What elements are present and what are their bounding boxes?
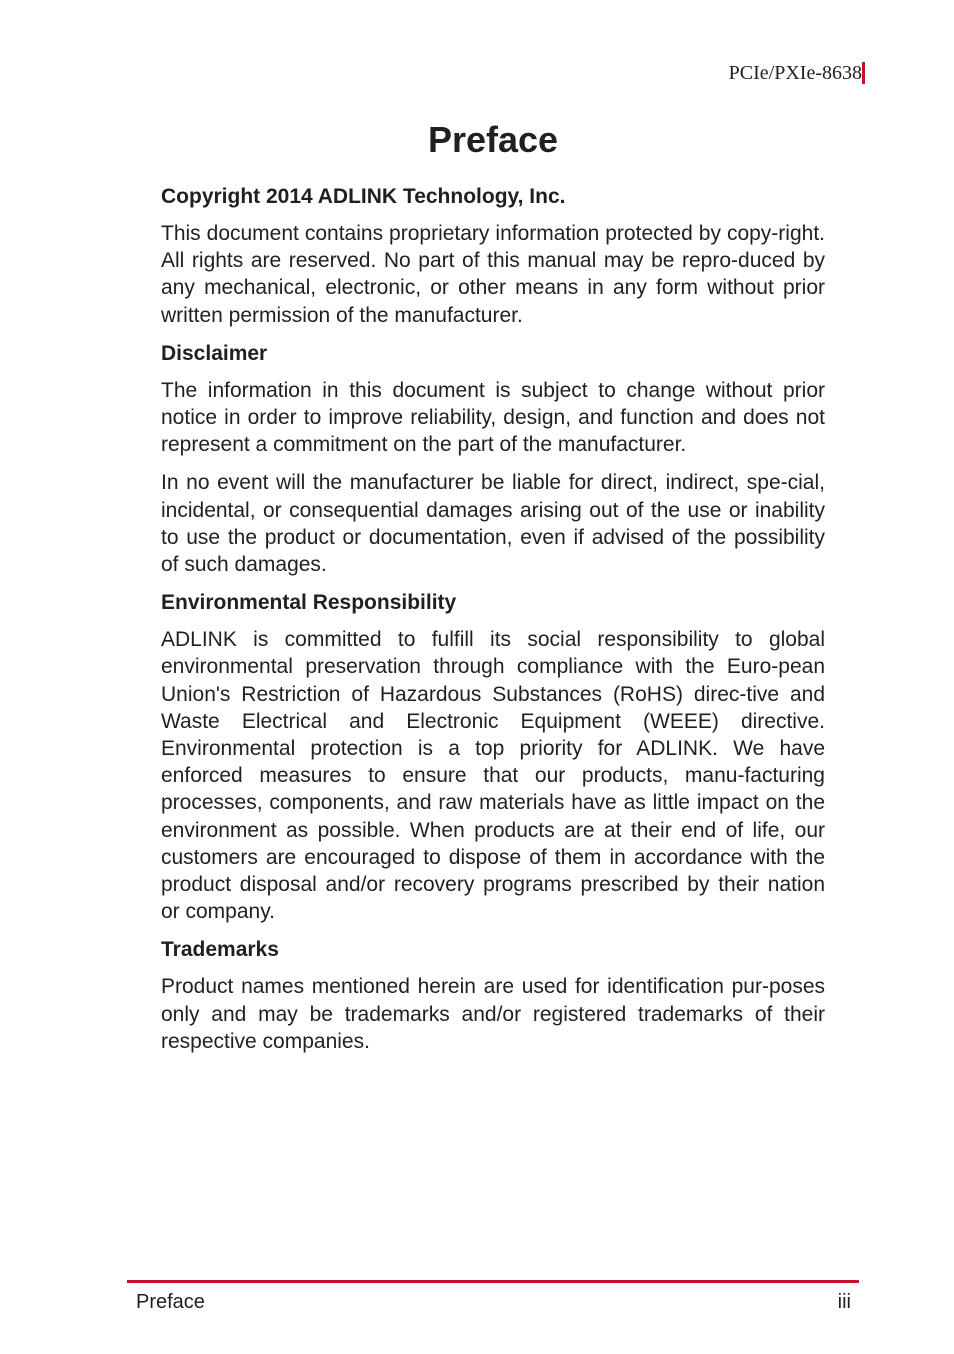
section-heading-environmental: Environmental Responsibility (161, 591, 457, 615)
section-copyright (161, 183, 825, 329)
footer-rule (127, 1280, 859, 1283)
disclaimer-paragraph-1: The information in this document is subject to change without prior notice in order to improve reliability, design, and function and does not represent a commitment on the part of the manufacturer. (161, 378, 825, 457)
header-product-name: PCIe/PXIe-8638 (728, 62, 862, 84)
section-heading-copyright: Copyright 2014 ADLINK Technology, Inc. (161, 185, 566, 208)
footer-page-number: iii (837, 1291, 851, 1313)
section-heading-trademarks: Trademarks (161, 938, 279, 962)
disclaimer-paragraph-2: In no event will the manufacturer be liable for direct, indirect, spe-cial, incidental, or consequential damages arising out of the use or inability to use the product or documentation, even if advised of the possibility of such damages. (161, 471, 825, 577)
header-accent-bar (862, 62, 865, 84)
page-content (161, 183, 825, 1066)
footer-section-name: Preface (136, 1291, 205, 1313)
section-environmental (161, 589, 825, 925)
page-title: Preface (427, 119, 559, 160)
environmental-paragraph: ADLINK is committed to fulfill its social responsibility to global environmental preservation through compliance with the Euro-pean Union's Restriction of Hazardous Substances (RoHS) direc-tive and Waste Electrical and Electronic Equipment (WEEE) directive. Environmental protection is a top priority for ADLINK. We have enforced measures to ensure that our products, manu-facturing processes, components, and raw materials have as little impact on the environment as possible. When products are at their end of life, our customers are encouraged to dispose of them in accordance with the product disposal and/or recovery programs prescribed by their nation or company. (161, 628, 825, 924)
section-heading-disclaimer: Disclaimer (161, 341, 268, 365)
copyright-paragraph: This document contains proprietary information protected by copy-right. All rights are reserved. No part of this manual may be repro-duced by any mechanical, electronic, or other means in any form without prior written permission of the manufacturer. (161, 222, 825, 327)
section-trademarks (161, 936, 825, 1055)
trademarks-paragraph: Product names mentioned herein are used for identification pur-poses only and may be trademarks and/or registered trademarks of their respective companies. (161, 975, 825, 1053)
section-disclaimer (161, 340, 825, 578)
